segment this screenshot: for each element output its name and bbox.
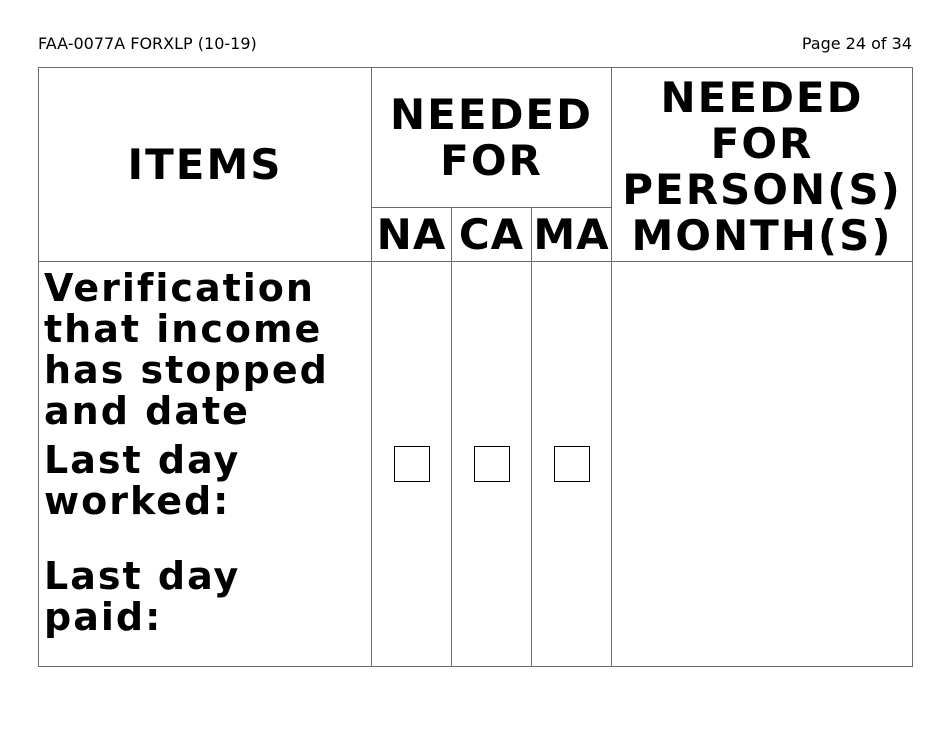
program-ma-header: MA [532,208,612,262]
person-month-header: NEEDED FOR PERSON(S) MONTH(S) [612,68,913,262]
page-number: Page 24 of 34 [801,34,912,53]
verification-table [38,67,913,667]
ma-checkbox-cell [532,262,612,667]
item-description-cell [39,262,372,667]
last-day-worked-label: Last day worked: [44,438,241,523]
item-line: has stopped [44,348,329,392]
item-line: and date [44,389,250,433]
program-ca-header: CA [452,208,532,262]
items-header: ITEMS [39,68,372,262]
item-line: Verification [44,266,315,310]
form-id: FAA-0077A FORXLP (10-19) [38,34,257,53]
ca-checkbox[interactable] [474,446,510,482]
needed-for-header: NEEDED FOR [372,68,612,208]
na-checkbox-cell [372,262,452,667]
na-checkbox[interactable] [394,446,430,482]
ma-checkbox[interactable] [554,446,590,482]
item-line: that income [44,307,323,351]
program-na-header: NA [372,208,452,262]
ca-checkbox-cell [452,262,532,667]
last-day-paid-label: Last day paid: [44,554,241,639]
person-month-field[interactable] [612,262,913,667]
